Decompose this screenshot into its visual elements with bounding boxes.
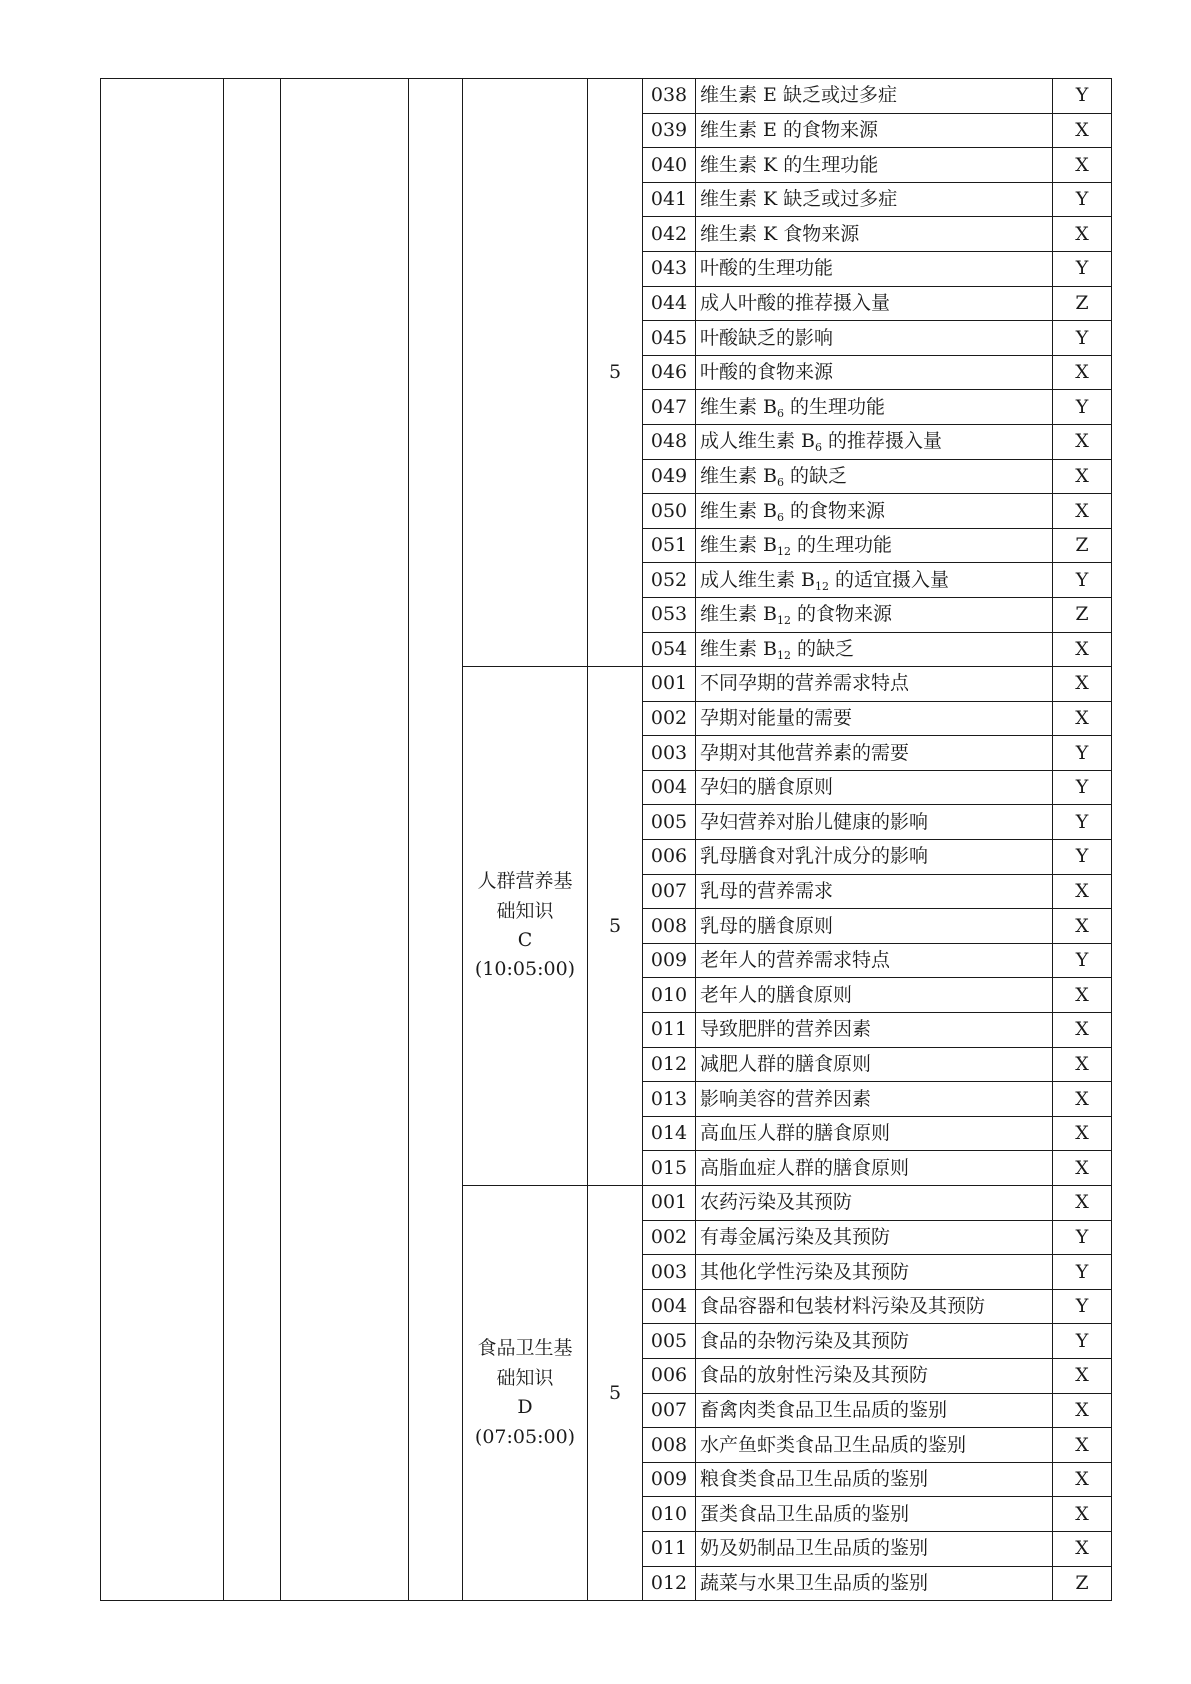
knowledge-point-text: 高血压人群的膳食原则 [700, 1122, 891, 1145]
knowledge-point-text: 维生素 B [700, 603, 778, 626]
item-code: 006 [643, 840, 696, 875]
module-name-line: 食品卫生基 [477, 1337, 573, 1360]
module-name-cell [463, 79, 588, 667]
importance-level: X [1053, 874, 1112, 909]
importance-level: X [1053, 632, 1112, 667]
importance-level: Y [1053, 943, 1112, 978]
importance-level: X [1053, 459, 1112, 494]
knowledge-point-text: 乳母的膳食原则 [700, 914, 834, 937]
item-code: 005 [643, 805, 696, 840]
knowledge-point-text: 维生素 E 的食物来源 [700, 118, 878, 141]
knowledge-point-text: 老年人的膳食原则 [700, 983, 853, 1006]
importance-level: Y [1053, 1220, 1112, 1255]
knowledge-point-text: 的适宜摄入量 [829, 568, 950, 591]
importance-level: X [1053, 1428, 1112, 1463]
table-body [101, 79, 1112, 1601]
knowledge-point-text: 食品的放射性污染及其预防 [700, 1364, 929, 1387]
importance-level: Y [1053, 79, 1112, 114]
item-code: 048 [643, 424, 696, 459]
importance-level: X [1053, 909, 1112, 944]
item-code: 051 [643, 528, 696, 563]
knowledge-point-text: 的推荐摄入量 [822, 430, 943, 453]
knowledge-point-text: 乳母膳食对乳汁成分的影响 [700, 845, 929, 868]
module-name-line: D [517, 1396, 533, 1419]
importance-level: X [1053, 1358, 1112, 1393]
importance-level: X [1053, 1497, 1112, 1532]
importance-level: Z [1053, 597, 1112, 632]
empty-column-cell [101, 79, 224, 1601]
knowledge-point [696, 1358, 1053, 1393]
knowledge-point [696, 943, 1053, 978]
subscript: 12 [777, 648, 792, 662]
knowledge-point [696, 1497, 1053, 1532]
knowledge-point [696, 770, 1053, 805]
item-code: 049 [643, 459, 696, 494]
knowledge-point [696, 597, 1053, 632]
knowledge-point [696, 424, 1053, 459]
knowledge-point-text: 孕妇营养对胎儿健康的影响 [700, 810, 929, 833]
module-weight-cell: 5 [588, 79, 643, 667]
module-weight-cell: 5 [588, 1186, 643, 1601]
item-code: 043 [643, 251, 696, 286]
item-code: 002 [643, 701, 696, 736]
knowledge-point [696, 494, 1053, 529]
item-code: 009 [643, 1462, 696, 1497]
knowledge-point [696, 701, 1053, 736]
item-code: 046 [643, 355, 696, 390]
knowledge-point [696, 1428, 1053, 1463]
item-code: 009 [643, 943, 696, 978]
knowledge-point-text: 奶及奶制品卫生品质的鉴别 [700, 1537, 929, 1560]
subscript: 6 [777, 510, 785, 524]
importance-level: Z [1053, 286, 1112, 321]
knowledge-point [696, 1082, 1053, 1117]
importance-level: X [1053, 1013, 1112, 1048]
importance-level: Y [1053, 770, 1112, 805]
item-code: 011 [643, 1531, 696, 1566]
knowledge-point-text: 维生素 K 食物来源 [700, 222, 860, 245]
importance-level: Y [1053, 1324, 1112, 1359]
importance-level: Z [1053, 1566, 1112, 1601]
knowledge-point [696, 1255, 1053, 1290]
knowledge-point [696, 1462, 1053, 1497]
knowledge-point-text: 的食物来源 [791, 603, 893, 626]
knowledge-point [696, 79, 1053, 114]
importance-level: X [1053, 1462, 1112, 1497]
importance-level: X [1053, 494, 1112, 529]
knowledge-point-text: 的生理功能 [791, 534, 893, 557]
subscript: 6 [777, 475, 785, 489]
knowledge-point [696, 1393, 1053, 1428]
knowledge-point-text: 维生素 B [700, 464, 778, 487]
knowledge-point-text: 乳母的营养需求 [700, 880, 834, 903]
module-name-line: (10:05:00) [474, 958, 576, 981]
knowledge-point-text: 不同孕期的营养需求特点 [700, 672, 910, 695]
knowledge-point-text: 孕妇的膳食原则 [700, 776, 834, 799]
knowledge-point-text: 维生素 B [700, 637, 778, 660]
knowledge-point-text: 的缺乏 [791, 637, 855, 660]
item-code: 053 [643, 597, 696, 632]
item-code: 012 [643, 1047, 696, 1082]
importance-level: Y [1053, 182, 1112, 217]
importance-level: Y [1053, 1289, 1112, 1324]
item-code: 007 [643, 874, 696, 909]
knowledge-point-text: 的生理功能 [784, 395, 886, 418]
importance-level: Y [1053, 321, 1112, 356]
importance-level: X [1053, 217, 1112, 252]
knowledge-point-text: 孕期对能量的需要 [700, 707, 853, 730]
knowledge-point [696, 840, 1053, 875]
knowledge-point-text: 成人叶酸的推荐摄入量 [700, 291, 891, 314]
knowledge-point [696, 978, 1053, 1013]
knowledge-point [696, 1186, 1053, 1221]
knowledge-point [696, 874, 1053, 909]
importance-level: Y [1053, 1255, 1112, 1290]
item-code: 003 [643, 736, 696, 771]
knowledge-point-text: 有毒金属污染及其预防 [700, 1225, 891, 1248]
knowledge-point-text: 孕期对其他营养素的需要 [700, 741, 910, 764]
knowledge-point [696, 736, 1053, 771]
item-code: 004 [643, 770, 696, 805]
knowledge-point-text: 维生素 K 的生理功能 [700, 153, 879, 176]
module-name-line: 人群营养基 [477, 870, 573, 893]
module-name-line: (07:05:00) [474, 1425, 576, 1448]
module-name-line: C [517, 929, 533, 952]
item-code: 010 [643, 1497, 696, 1532]
knowledge-point [696, 1289, 1053, 1324]
knowledge-point [696, 390, 1053, 425]
knowledge-point-text: 的缺乏 [784, 464, 848, 487]
knowledge-point [696, 1047, 1053, 1082]
empty-column-cell [224, 79, 281, 1601]
knowledge-point [696, 459, 1053, 494]
knowledge-point-text: 高脂血症人群的膳食原则 [700, 1156, 910, 1179]
importance-level: X [1053, 1531, 1112, 1566]
knowledge-point [696, 1151, 1053, 1186]
knowledge-point-text: 粮食类食品卫生品质的鉴别 [700, 1468, 929, 1491]
knowledge-point-text: 蛋类食品卫生品质的鉴别 [700, 1502, 910, 1525]
subscript: 6 [777, 406, 785, 420]
knowledge-point-text: 影响美容的营养因素 [700, 1087, 872, 1110]
knowledge-point-text: 维生素 E 缺乏或过多症 [700, 84, 897, 107]
item-code: 047 [643, 390, 696, 425]
importance-level: X [1053, 1047, 1112, 1082]
knowledge-point-text: 叶酸的食物来源 [700, 361, 834, 384]
importance-level: Y [1053, 390, 1112, 425]
empty-column-cell [409, 79, 463, 1601]
module-name-line: 础知识 [496, 1366, 554, 1389]
item-code: 015 [643, 1151, 696, 1186]
knowledge-point-text: 叶酸缺乏的影响 [700, 326, 834, 349]
knowledge-point [696, 1220, 1053, 1255]
importance-level: X [1053, 424, 1112, 459]
knowledge-point [696, 1324, 1053, 1359]
knowledge-point [696, 286, 1053, 321]
item-code: 007 [643, 1393, 696, 1428]
knowledge-point [696, 563, 1053, 598]
item-code: 045 [643, 321, 696, 356]
importance-level: X [1053, 1082, 1112, 1117]
item-code: 012 [643, 1566, 696, 1601]
item-code: 005 [643, 1324, 696, 1359]
subscript: 12 [777, 614, 792, 628]
module-weight-cell: 5 [588, 667, 643, 1186]
item-code: 004 [643, 1289, 696, 1324]
knowledge-point [696, 148, 1053, 183]
knowledge-point [696, 251, 1053, 286]
knowledge-point-text: 叶酸的生理功能 [700, 257, 834, 280]
item-code: 001 [643, 1186, 696, 1221]
knowledge-point-text: 蔬菜与水果卫生品质的鉴别 [700, 1571, 929, 1594]
module-name-cell [463, 667, 588, 1186]
item-code: 039 [643, 113, 696, 148]
importance-level: X [1053, 148, 1112, 183]
item-code: 041 [643, 182, 696, 217]
importance-level: X [1053, 667, 1112, 702]
knowledge-point [696, 667, 1053, 702]
knowledge-point [696, 909, 1053, 944]
knowledge-point [696, 1013, 1053, 1048]
item-code: 052 [643, 563, 696, 598]
knowledge-point-text: 畜禽肉类食品卫生品质的鉴别 [700, 1398, 948, 1421]
item-code: 044 [643, 286, 696, 321]
item-code: 010 [643, 978, 696, 1013]
knowledge-point [696, 1566, 1053, 1601]
importance-level: Z [1053, 528, 1112, 563]
subscript: 12 [777, 545, 792, 559]
knowledge-point-text: 维生素 B [700, 534, 778, 557]
knowledge-point [696, 113, 1053, 148]
knowledge-point [696, 355, 1053, 390]
knowledge-point [696, 1531, 1053, 1566]
knowledge-point [696, 1116, 1053, 1151]
importance-level: X [1053, 1151, 1112, 1186]
knowledge-point-text: 食品的杂物污染及其预防 [700, 1329, 910, 1352]
item-code: 050 [643, 494, 696, 529]
knowledge-point-text: 的食物来源 [784, 499, 886, 522]
item-code: 040 [643, 148, 696, 183]
knowledge-point-text: 水产鱼虾类食品卫生品质的鉴别 [700, 1433, 967, 1456]
item-code: 006 [643, 1358, 696, 1393]
knowledge-point-text: 食品容器和包装材料污染及其预防 [700, 1295, 986, 1318]
subscript: 12 [815, 579, 830, 593]
knowledge-point-text: 减肥人群的膳食原则 [700, 1053, 872, 1076]
importance-level: Y [1053, 736, 1112, 771]
item-code: 013 [643, 1082, 696, 1117]
importance-level: X [1053, 355, 1112, 390]
importance-level: X [1053, 1393, 1112, 1428]
knowledge-point-text: 导致肥胖的营养因素 [700, 1018, 872, 1041]
importance-level: X [1053, 113, 1112, 148]
knowledge-point-text: 成人维生素 B [700, 568, 816, 591]
item-code: 003 [643, 1255, 696, 1290]
knowledge-point [696, 632, 1053, 667]
module-name-cell [463, 1186, 588, 1601]
knowledge-point [696, 805, 1053, 840]
item-code: 002 [643, 1220, 696, 1255]
table-row [101, 79, 1112, 114]
knowledge-point [696, 528, 1053, 563]
item-code: 008 [643, 1428, 696, 1463]
knowledge-point-text: 其他化学性污染及其预防 [700, 1260, 910, 1283]
item-code: 038 [643, 79, 696, 114]
item-code: 001 [643, 667, 696, 702]
knowledge-point-text: 维生素 B [700, 395, 778, 418]
importance-level: Y [1053, 563, 1112, 598]
importance-level: X [1053, 1116, 1112, 1151]
importance-level: Y [1053, 805, 1112, 840]
importance-level: X [1053, 701, 1112, 736]
importance-level: X [1053, 978, 1112, 1013]
importance-level: Y [1053, 251, 1112, 286]
knowledge-point-text: 维生素 B [700, 499, 778, 522]
knowledge-point [696, 217, 1053, 252]
item-code: 014 [643, 1116, 696, 1151]
item-code: 042 [643, 217, 696, 252]
item-code: 008 [643, 909, 696, 944]
importance-level: X [1053, 1186, 1112, 1221]
empty-column-cell [281, 79, 409, 1601]
knowledge-point-text: 老年人的营养需求特点 [700, 949, 891, 972]
subscript: 6 [815, 441, 823, 455]
importance-level: Y [1053, 840, 1112, 875]
knowledge-point [696, 182, 1053, 217]
knowledge-point-text: 维生素 K 缺乏或过多症 [700, 188, 898, 211]
item-code: 011 [643, 1013, 696, 1048]
item-code: 054 [643, 632, 696, 667]
module-name-line: 础知识 [496, 899, 554, 922]
knowledge-point-text: 农药污染及其预防 [700, 1191, 853, 1214]
knowledge-points-table [100, 78, 1112, 1601]
knowledge-point-text: 成人维生素 B [700, 430, 816, 453]
knowledge-point [696, 321, 1053, 356]
